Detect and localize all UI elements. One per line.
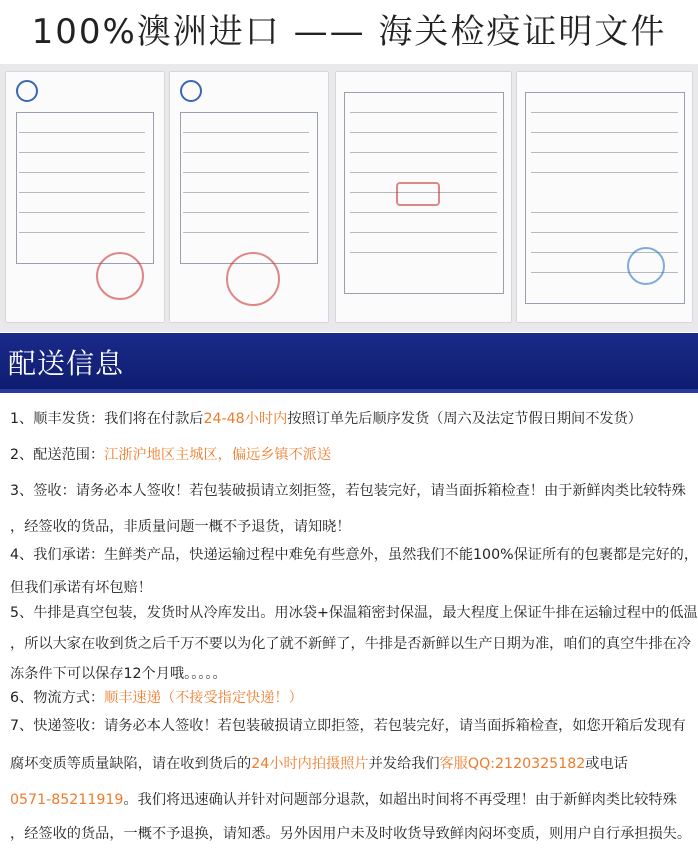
delivery-item-1-line-1 [10, 408, 642, 428]
delivery-item-5-line-1 [10, 602, 698, 622]
delivery-item-5-line-2 [10, 633, 691, 653]
bill-of-lading [336, 72, 511, 322]
body-text: ，经签收的货品，非质量问题一概不予退货，请知晓！ [10, 519, 351, 535]
red-stamp-icon [226, 252, 280, 306]
seal-icon [180, 80, 202, 102]
delivery-item-7-line-4 [10, 823, 691, 843]
origin-seal-icon [627, 247, 665, 285]
highlight-text: 江浙沪地区主城区，偏远乡镇不派送 [104, 447, 332, 463]
body-text: 7、快递签收：请务必本人签收！若包装破损请立即拒签，若包装完好，请当面拆箱检查，如您开箱后发现有 [10, 718, 686, 734]
section-band [0, 333, 698, 393]
highlight-text: 顺丰速递（不接受指定快递！） [104, 690, 303, 706]
body-text: 1、顺丰发货：我们将在付款后 [10, 411, 204, 427]
body-text: 2、配送范围： [10, 447, 105, 463]
body-text: 4、我们承诺：生鲜类产品，快递运输过程中难免有些意外，虽然我们不能100%保证所有的包裹都是完好的， [10, 547, 698, 563]
delivery-item-7-line-1 [10, 715, 686, 735]
highlight-text: 0571-85211919 [10, 792, 124, 808]
delivery-item-4-line-2 [10, 577, 152, 597]
certificates-strip [0, 64, 698, 332]
body-text: 或电话 [585, 756, 628, 772]
body-text: 但我们承诺有坏包赔！ [10, 580, 152, 596]
highlight-text: 24小时内拍摄照片 [251, 756, 369, 772]
red-stamp-icon [396, 182, 440, 206]
page-title: 100%澳洲进口 —— 海关检疫证明文件 [31, 12, 667, 52]
seal-icon [16, 80, 38, 102]
body-text: 。我们将迅速确认并针对问题部分退款，如超出时间将不再受理！由于新鲜肉类比较特殊 [123, 792, 677, 808]
delivery-item-6-line-1 [10, 687, 303, 707]
body-text: 按照订单先后顺序发货（周六及法定节假日期间不发货） [287, 411, 642, 427]
china-inspection-certificate-1 [6, 72, 164, 322]
highlight-text: 客服QQ:2120325182 [439, 756, 586, 772]
body-text: ，经签收的货品，一概不予退换，请知悉。另外因用户未及时收货导致鲜肉闷坏变质，则用户自行承担损失。 [10, 826, 692, 842]
body-text: 并发给我们 [368, 756, 440, 772]
china-inspection-certificate-2 [170, 72, 328, 322]
delivery-item-7-line-2 [10, 753, 628, 773]
section-title: 配送信息 [8, 347, 125, 380]
delivery-item-4-line-1 [10, 544, 698, 564]
delivery-item-7-line-3 [10, 789, 677, 809]
body-text: 5、牛排是真空包装，发货时从冷库发出。用冰袋+保温箱密封保温，最大程度上保证牛排在运输过程中的低温 [10, 605, 698, 621]
body-text: 冻条件下可以保存12个月哦。。。。。 [10, 666, 227, 682]
delivery-item-5-line-3 [10, 663, 227, 683]
body-text: 3、签收：请务必本人签收！若包装破损请立刻拒签，若包装完好，请当面拆箱检查！由于新鲜肉类比较特殊 [10, 483, 686, 499]
delivery-item-3-line-2 [10, 516, 351, 536]
red-stamp-icon [96, 252, 144, 300]
body-text: 6、物流方式： [10, 690, 105, 706]
certificate-of-australian-origin [517, 72, 692, 322]
delivery-item-3-line-1 [10, 480, 686, 500]
body-text: 腐坏变质等质量缺陷，请在收到货后的 [10, 756, 252, 772]
section-divider [0, 389, 698, 393]
body-text: ，所以大家在收到货之后千万不要以为化了就不新鲜了，牛排是否新鲜以生产日期为准，咱们的真空牛排在冷 [10, 636, 692, 652]
delivery-item-2-line-1 [10, 444, 331, 464]
highlight-text: 24-48小时内 [203, 411, 288, 427]
